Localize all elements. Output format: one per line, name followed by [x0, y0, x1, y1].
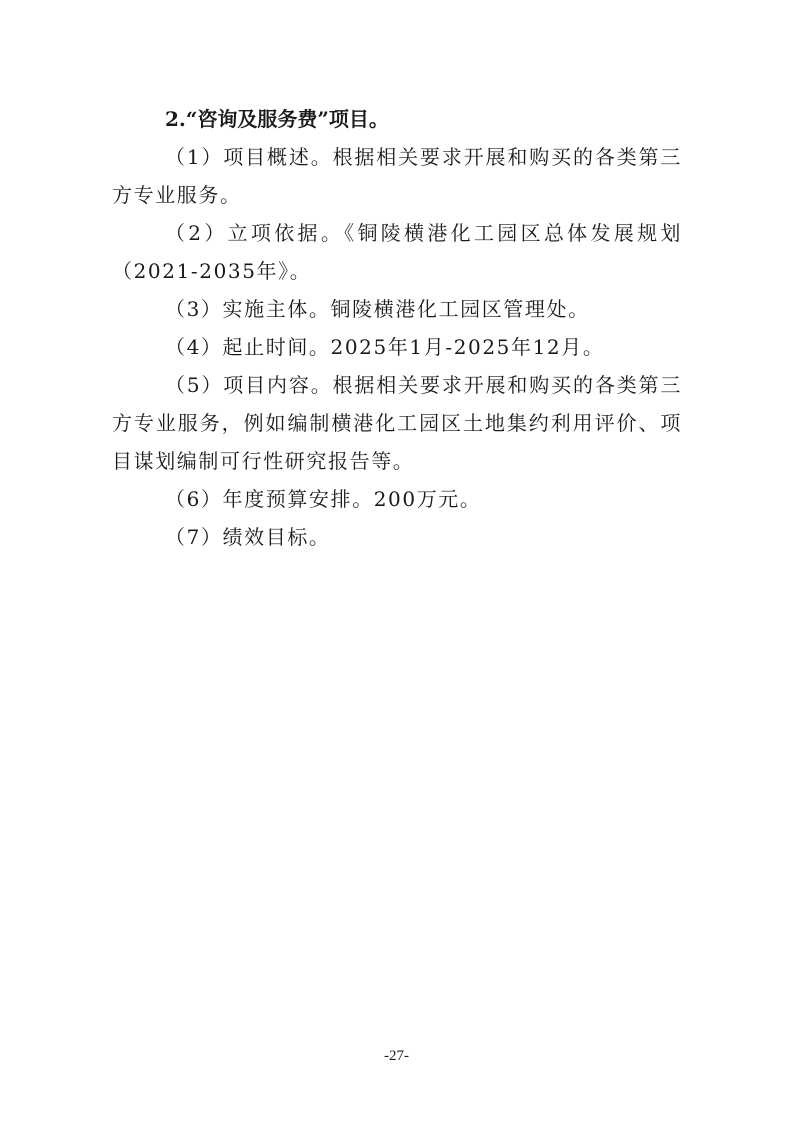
paragraph-implementer: （3）实施主体。铜陵横港化工园区管理处。	[165, 297, 590, 321]
section-heading: 2.“咨询及服务费”项目。	[165, 107, 389, 131]
paragraph-goals: （7）绩效目标。	[165, 525, 331, 549]
paragraph-overview: （1）项目概述。根据相关要求开展和购买的各类第三方专业服务。	[112, 145, 682, 207]
paragraph-content: （5）项目内容。根据相关要求开展和购买的各类第三方专业服务，例如编制横港化工园区土地集约利用评价、项目谋划编制可行性研究报告等。	[112, 373, 682, 473]
paragraph-period: （4）起止时间。2025年1月-2025年12月。	[165, 335, 605, 359]
page-number: -27-	[384, 1048, 409, 1064]
paragraph-basis: （2）立项依据。《铜陵横港化工园区总体发展规划（2021-2035年》。	[112, 221, 682, 283]
document-body	[112, 100, 682, 556]
paragraph-budget: （6）年度预算安排。200万元。	[165, 487, 482, 511]
